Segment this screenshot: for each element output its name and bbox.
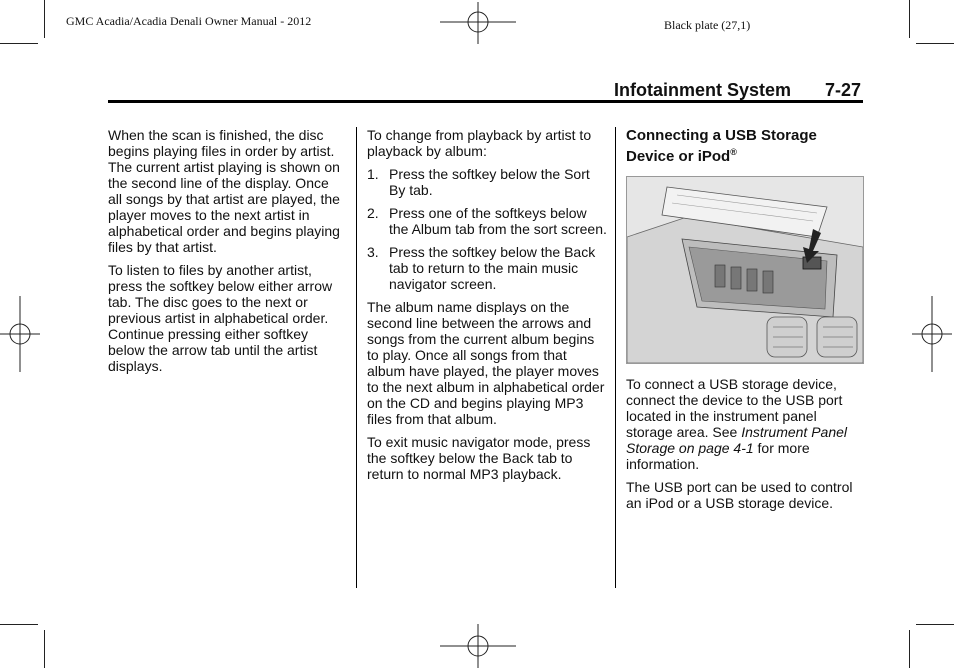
column-divider xyxy=(356,127,357,588)
page-number: 7-27 xyxy=(825,80,862,100)
manual-title: GMC Acadia/Acadia Denali Owner Manual - 2012 xyxy=(66,14,312,28)
step-text: Press the softkey below the Back tab to return to the main music navigator screen. xyxy=(389,244,596,292)
registration-mark-bottom xyxy=(440,624,516,668)
column-divider xyxy=(615,127,616,588)
steps-list xyxy=(367,166,607,292)
section-header xyxy=(614,80,861,101)
usb-port-illustration xyxy=(626,176,864,364)
registered-mark: ® xyxy=(730,147,737,157)
step-number: 1. xyxy=(367,166,379,182)
paragraph: To change from playback by artist to playback by album: xyxy=(367,127,592,159)
paragraph: The USB port can be used to control an iPod or a USB storage device. xyxy=(626,479,853,511)
step-text: Press the softkey below the Sort By tab. xyxy=(389,166,590,198)
subsection-heading: Connecting a USB Storage Device or iPod® xyxy=(626,127,817,165)
list-item xyxy=(367,205,607,237)
paragraph: To connect a USB storage device, connect the device to the USB port located in the instrument panel storage area. See Instrument Panel Storage on page 4-1 for more information. xyxy=(626,376,848,472)
registration-mark-top xyxy=(440,2,516,44)
plate-label: Black plate (27,1) xyxy=(664,18,751,32)
column-1 xyxy=(108,127,346,381)
list-item xyxy=(367,244,607,292)
registration-mark-right xyxy=(912,296,952,372)
cross-reference-link[interactable]: Instrument Panel Storage on page 4-1 xyxy=(626,424,848,456)
step-text: Press one of the softkeys below the Album tab from the sort screen. xyxy=(389,205,607,237)
header-rule xyxy=(108,100,863,103)
step-number: 2. xyxy=(367,205,379,221)
list-item xyxy=(367,166,607,198)
step-number: 3. xyxy=(367,244,379,260)
paragraph: When the scan is finished, the disc begins playing files in order by artist. The current artist playing is shown on the second line of the display. Once all songs by that artist are played, the player moves to the next artist in alphabetical order and begins playing files by that artist. xyxy=(108,127,340,255)
registration-mark-left xyxy=(0,296,40,372)
section-title: Infotainment System xyxy=(614,80,792,100)
paragraph: To listen to files by another artist, press the softkey below either arrow tab. The disc goes to the next or previous artist in alphabetical order. Continue pressing either softkey below the arrow tab until the artist displays. xyxy=(108,262,333,374)
paragraph: To exit music navigator mode, press the softkey below the Back tab to return to normal MP3 playback. xyxy=(367,434,591,482)
column-3 xyxy=(626,127,866,518)
column-2 xyxy=(367,127,607,489)
paragraph: The album name displays on the second line between the arrows and songs from the current album begins to play. Once all songs from that album have played, the player moves to the next album in alphabetical order on the CD and begins playing MP3 files from that album. xyxy=(367,299,605,427)
